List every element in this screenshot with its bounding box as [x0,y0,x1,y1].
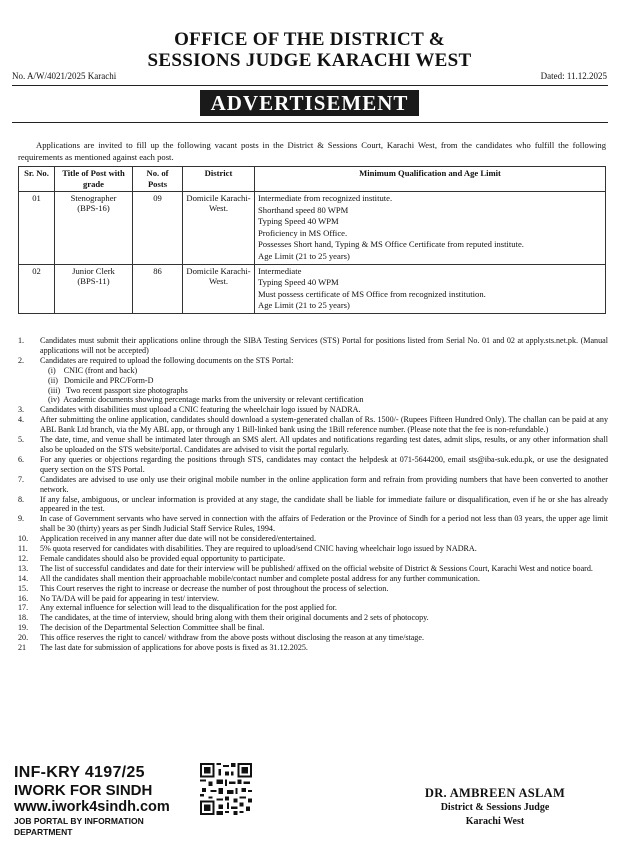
note-text: No TA/DA will be paid for appearing in test/ interview. [40,593,219,603]
note-item [18,356,608,366]
note-number: 21 [18,643,27,653]
note-text: Female candidates should also be provided equal opportunity to participate. [40,553,285,563]
note-sub-item [18,395,608,405]
signatory-designation: District & Sessions Judge [440,802,550,813]
note-item [18,475,608,495]
note-sub-item [18,366,608,376]
office-title-line1: OFFICE OF THE DISTRICT & [174,29,445,50]
row-posts-count: 09 [133,192,183,265]
signatory-name: DR. AMBREEN ASLAM [424,786,566,800]
note-text: For any queries or objections regarding the positions through STS, candidates may contact the helpdesk at 071-5644200, email sts@iba-suk.edu.pk, or use the designated query section on the STS Portal. [40,454,608,474]
note-text: 5% quota reserved for candidates with disabilities. They are required to upload/send CNIC having wheelchair logo issued by NADRA. [40,544,477,554]
row-district: Domicile Karachi-West. [183,264,255,313]
note-number: 7. [18,474,25,484]
qualification-item: Shorthand speed 80 WPM [258,204,349,215]
note-number: 5. [18,435,25,445]
top-divider [12,85,608,86]
note-text: (i) CNIC (front and back) [48,365,138,375]
note-number: 12. [18,553,29,563]
note-text: Candidates with disabilities must upload a CNIC featuring the wheelchair logo issued by NADRA. [40,405,361,415]
note-text: The last date for submission of applications for above posts is fixed as 31.12.2025. [40,643,308,653]
qualification-item: Must possess certificate of MS Office from recognized institution. [258,288,486,299]
qualification-item: Intermediate from recognized institute. [258,193,393,203]
row-qualifications [255,264,606,313]
note-number: 15. [18,583,29,593]
note-item [18,613,608,623]
note-number: 13. [18,563,29,573]
note-item [18,534,608,544]
note-text: (iii) Two recent passport size photographs [48,385,188,395]
note-number: 19. [18,623,29,633]
note-item [18,495,608,515]
note-text: The list of successful candidates and date for their interview will be published/ affixed on the official website of District & Sessions Court, Karachi West and notice board. [40,563,593,573]
row-post [55,192,133,265]
qualification-item: Typing Speed 40 WPM [258,277,339,288]
row-district: Domicile Karachi-West. [183,192,255,265]
reference-number: No. A/W/4021/2025 Karachi [12,71,117,81]
note-item [18,603,608,613]
note-text: All the candidates shall mention their approachable mobile/contact number and complete postal address for any further communication. [40,573,480,583]
inf-code: INF-KRY 4197/25 [14,764,145,781]
note-item [18,405,608,415]
note-item [18,435,608,455]
note-number: 6. [18,454,25,464]
header-no-of-posts: No. of Posts [133,167,183,192]
note-item [18,336,608,356]
note-text: In case of Government servants who have served in connection with the affairs of Federation or the Province of Sindh for a period not less than 03 years, the upper age limit shall be 30 (thirty) years as per Sindh Judicial Staff Service Rules, 1994. [40,514,608,534]
header-district: District [183,167,255,192]
qualification-item: Intermediate [258,265,302,276]
note-item [18,514,608,534]
note-number: 1. [18,336,25,345]
posts-table [18,166,606,314]
table-header-row [19,167,606,192]
iwork-footer [14,764,204,838]
header-qualification: Minimum Qualification and Age Limit [255,167,606,192]
qualification-item: Typing Speed 40 WPM [258,216,339,227]
note-number: 14. [18,573,29,583]
note-number: 16. [18,593,29,603]
note-number: 10. [18,534,29,544]
note-item [18,554,608,564]
note-text: Candidates are required to upload the following documents on the STS Portal: [40,355,294,365]
note-item [18,455,608,475]
banner-divider [12,122,608,123]
note-text: (ii) Domicile and PRC/Form-D [48,375,154,385]
note-text: The decision of the Departmental Selection Committee shall be final. [40,623,265,633]
qr-code-icon [200,763,252,815]
note-item [18,564,608,574]
qualification-item: Age Limit (21 to 25 years) [258,250,350,261]
note-number: 20. [18,633,29,643]
note-item [18,544,608,554]
iwork-logo-text: IWORK FOR SINDH [14,782,153,799]
post-title: Junior Clerk [72,265,115,276]
note-item [18,574,608,584]
row-sr: 02 [19,264,55,313]
note-item [18,415,608,435]
note-number: 9. [18,514,25,524]
note-text: Candidates are advised to use only use their original mobile number in the online application form and refrain from providing numbers that have been converted to another network. [40,474,608,494]
note-sub-item [18,376,608,386]
signatory-location: Karachi West [465,816,525,827]
portal-caption: JOB PORTAL BY INFORMATION DEPARTMENT [14,816,144,837]
table-row [19,264,606,313]
note-item [18,643,608,653]
note-text: The candidates, at the time of interview, should bring along with them their original documents and 2 sets of photocopy. [40,613,429,623]
qualification-item: Proficiency in MS Office. [258,227,348,238]
note-number: 3. [18,405,25,415]
note-text: Candidates must submit their applications online through the SIBA Testing Services (STS) Portal for positions listed from Serial No. 01 and 02 at apply.sts.net.pk. (Manual applications will not be accepted) [40,336,608,355]
note-text: (iv) Academic documents showing percentage marks from the university or relevant certification [48,395,364,405]
note-sub-item [18,386,608,396]
post-title: Stenographer [70,193,117,203]
note-text: This office reserves the right to cancel/ withdraw from the above posts without disclosing the reason at any time/stage. [40,633,424,643]
note-number: 18. [18,613,29,623]
note-text: This Court reserves the right to increase or decrease the number of post throughout the process of selection. [40,583,389,593]
dated: Dated: 11.12.2025 [540,71,607,81]
note-text: The date, time, and venue shall be intimated later through an SMS alert. All updates and notifications regarding test dates, admit slips, results, or any other information shall also be uploaded on the STS website/portal. Candidates are advised to visit the portal regularly. [40,435,608,454]
note-number: 8. [18,494,25,504]
note-text: Any external influence for selection will lead to the disqualification for the post applied for. [40,603,337,613]
note-number: 11. [18,544,28,554]
office-title-line2: SESSIONS JUDGE KARACHI WEST [147,50,472,71]
note-item [18,623,608,633]
iwork-url[interactable]: www.iwork4sindh.com [14,799,170,815]
note-number: 2. [18,355,25,365]
note-number: 17. [18,603,29,613]
post-grade: (BPS-11) [77,275,110,286]
qualification-item: Age Limit (21 to 25 years) [258,300,350,311]
row-qualifications [255,192,606,265]
note-text: After submitting the online application, candidates should download a system-generated challan of Rs. 1500/- (Rupees Fifteen Hundred Only). The challan can be paid at any ABL Bank Ltd branch, via the My ABL app, or through any 1 Bill-linked bank using the 1Bill reference number. (Please note that the fee is non-refundable.) [40,415,608,435]
note-text: Application received in any manner after due date will not be considered/entertained. [40,534,316,544]
row-sr: 01 [19,192,55,265]
row-posts-count: 86 [133,264,183,313]
advertisement-banner: ADVERTISEMENT [200,90,419,116]
note-item [18,633,608,643]
terms-and-conditions-list [18,336,608,653]
header-sr-no: Sr. No. [19,167,55,192]
header-post-title: Title of Post with grade [55,167,133,192]
post-grade: (BPS-16) [77,203,110,213]
note-number: 4. [18,415,25,425]
note-item [18,594,608,604]
qualification-item: Possesses Short hand, Typing & MS Office Certificate from reputed institute. [258,239,524,250]
table-row [19,192,606,265]
note-text: If any false, ambiguous, or unclear information is provided at any stage, the candidate shall be liable for immediate failure or disqualification, even if he or she has already appeared in the test. [40,494,608,514]
note-item [18,584,608,594]
row-post [55,264,133,313]
signature-block [390,785,600,829]
intro-paragraph: Applications are invited to fill up the following vacant posts in the District & Sessions Court, Karachi West, from the candidates who fulfill the following requirements as mentioned against each post. [18,140,606,162]
